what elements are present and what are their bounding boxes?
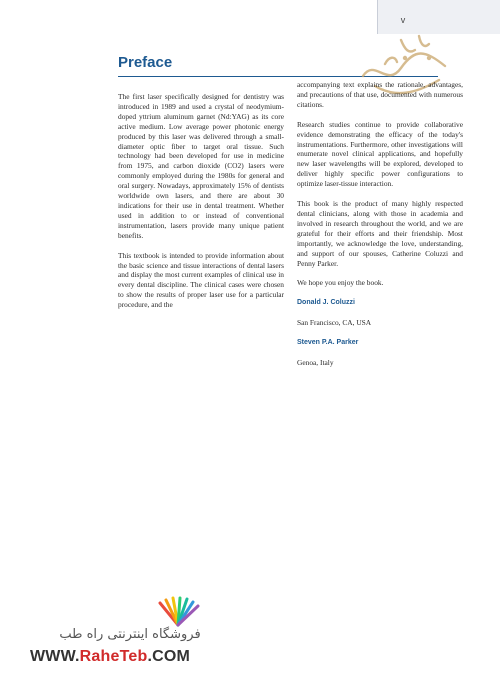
- paragraph: The first laser specifically designed for dentistry was introduced in 1989 and used a crystal of neodymium-doped yttrium aluminum garnet (Nd:YAG) as its core active medium. Low average power photonic energy produced by this laser was delivered through a small-diameter optic fiber to target oral tissue. Such technology had been developed for use in medicine from 1975, and carbon dioxide (CO2) lasers were commonly employed during the 1980s for general and oral surgery. Nowadays, approximately 15% of dentists worldwide own lasers, and there are about 30 indications for their use in dental treatment. Whether used in addition to or instead of conventional instrumentation, lasers provide many unique patient benefits.: [118, 92, 284, 240]
- signature-place: San Francisco, CA, USA: [297, 318, 372, 328]
- paragraph: We hope you enjoy the book.: [297, 278, 384, 288]
- store-url: [30, 648, 190, 666]
- signature-name: Donald J. Coluzzi: [297, 299, 355, 307]
- rainbow-book-fan-icon: [148, 595, 208, 627]
- paragraph: This book is the product of many highly respected dental clinicians, along with those in academia and involved in research throughout the world, and we are grateful for their efforts and their friendship. Most importantly, we acknowledge the love, understanding, and support of our spouses, Catherine Coluzzi and Penny Parker.: [297, 199, 463, 268]
- right-text-column: [297, 80, 463, 378]
- url-suffix: .COM: [147, 648, 191, 665]
- page-title: Preface: [118, 54, 173, 71]
- left-text-column: [118, 92, 284, 320]
- store-name-persian: فروشگاه اینترنتی راه طب: [59, 627, 201, 642]
- paragraph: Research studies continue to provide collaborative evidence demonstrating the efficacy of the today's instrumentations. Furthermore, other investigations will enumerate novel clinical applications, and hopefully new laser wavelengths will be explored, developed to deliver highly specific power configurations to optimize laser-tissue interaction.: [297, 119, 463, 189]
- signature-place: Genoa, Italy: [297, 358, 334, 368]
- signature-name: Steven P.A. Parker: [297, 339, 359, 347]
- url-prefix: WWW.: [30, 648, 80, 665]
- page-number: v: [400, 15, 406, 25]
- url-highlight: RaheTeb: [79, 648, 148, 665]
- paragraph: This textbook is intended to provide information about the basic science and tissue interactions of dental lasers and display the most current examples of clinical use in every dental discipline. The clinical cases were chosen to show the results of proper laser use for a particular procedure, and the: [118, 250, 284, 310]
- paragraph: accompanying text explains the rationale, advantages, and precautions of that use, documented with numerous citations.: [297, 80, 463, 109]
